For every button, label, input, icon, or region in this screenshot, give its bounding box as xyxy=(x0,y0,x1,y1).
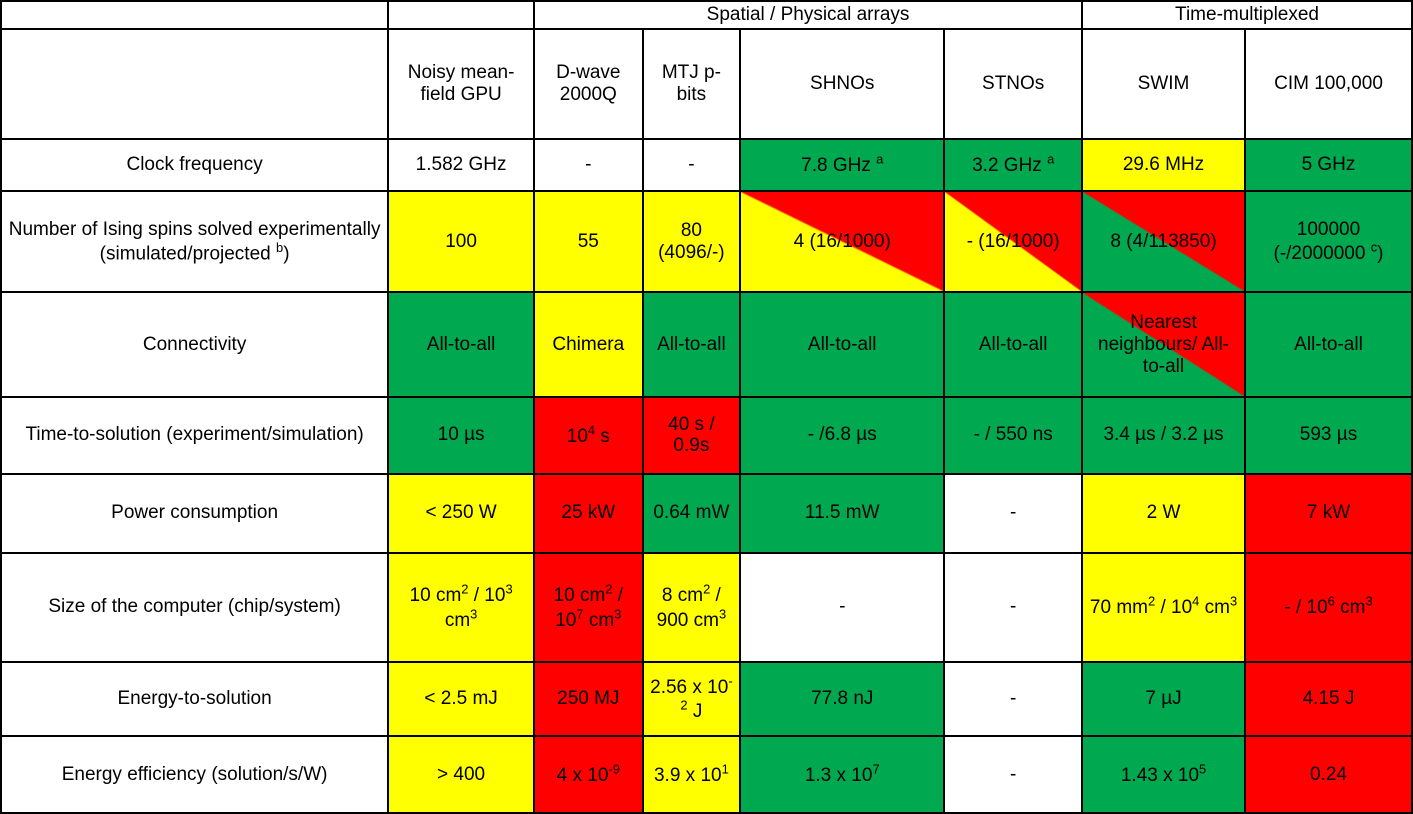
table-row xyxy=(1,139,1412,192)
column-header-d-wave-2000q: D-wave 2000Q xyxy=(534,29,643,139)
cell-shnos: - /6.8 µs xyxy=(740,397,944,474)
cell-mtj-p-bits: - xyxy=(643,139,741,192)
table-row xyxy=(1,397,1412,474)
cell-mtj-p-bits: 2.56 x $10^{-2}$ J xyxy=(643,662,741,736)
table-row xyxy=(1,292,1412,397)
cell-swim: 29.6 MHz xyxy=(1082,139,1245,192)
row-header: Power consumption xyxy=(1,474,388,553)
cell-noisy-mean-field-gpu: < 2.5 mJ xyxy=(388,662,534,736)
cell-shnos: 7.8 GHz $^a$ xyxy=(740,139,944,192)
column-header-swim: SWIM xyxy=(1082,29,1245,139)
row-header: Connectivity xyxy=(1,292,388,397)
table-row xyxy=(1,736,1412,813)
cell-stnos: - (16/1000) xyxy=(944,191,1082,292)
cell-mtj-p-bits: 0.64 mW xyxy=(643,474,741,553)
table-row xyxy=(1,662,1412,736)
cell-noisy-mean-field-gpu: All-to-all xyxy=(388,292,534,397)
cell-shnos: 4 (16/1000) xyxy=(740,191,944,292)
group-header-blank-1 xyxy=(1,1,388,29)
cell-stnos: - xyxy=(944,736,1082,813)
cell-stnos: 3.2 GHz $^a$ xyxy=(944,139,1082,192)
cell-swim: 1.43 x $10^5$ xyxy=(1082,736,1245,813)
cell-d-wave-2000q: $10^4$ s xyxy=(534,397,643,474)
table-body xyxy=(1,139,1412,813)
cell-noisy-mean-field-gpu: > 400 xyxy=(388,736,534,813)
cell-noisy-mean-field-gpu: 100 xyxy=(388,191,534,292)
cell-d-wave-2000q: 25 kW xyxy=(534,474,643,553)
cell-stnos: - xyxy=(944,474,1082,553)
cell-d-wave-2000q: 250 MJ xyxy=(534,662,643,736)
row-header: Energy-to-solution xyxy=(1,662,388,736)
table-row xyxy=(1,191,1412,292)
cell-cim-100000: 100000 (-/2000000 $^c$) xyxy=(1245,191,1412,292)
cell-cim-100000: 0.24 xyxy=(1245,736,1412,813)
column-header-mtj-p-bits: MTJ p-bits xyxy=(643,29,741,139)
cell-stnos: All-to-all xyxy=(944,292,1082,397)
cell-shnos: 11.5 mW xyxy=(740,474,944,553)
cell-cim-100000: All-to-all xyxy=(1245,292,1412,397)
cell-cim-100000: - / $10^6$ $cm^3$ xyxy=(1245,553,1412,662)
cell-mtj-p-bits: 3.9 x $10^1$ xyxy=(643,736,741,813)
row-header: Size of the computer (chip/system) xyxy=(1,553,388,662)
cell-swim: 8 (4/113850) xyxy=(1082,191,1245,292)
column-header-noisy-mean-field-gpu: Noisy mean-field GPU xyxy=(388,29,534,139)
cell-shnos: 1.3 x $10^7$ xyxy=(740,736,944,813)
cell-cim-100000: 593 µs xyxy=(1245,397,1412,474)
column-header-cim-100000: CIM 100,000 xyxy=(1245,29,1412,139)
row-header: Time-to-solution (experiment/simulation) xyxy=(1,397,388,474)
group-header-blank-2 xyxy=(388,1,534,29)
cell-d-wave-2000q: - xyxy=(534,139,643,192)
table-row xyxy=(1,474,1412,553)
cell-cim-100000: 5 GHz xyxy=(1245,139,1412,192)
row-header: Energy efficiency (solution/s/W) xyxy=(1,736,388,813)
cell-d-wave-2000q: 10 $cm^2 / 10^7$ $cm^3$ xyxy=(534,553,643,662)
group-header-time-multiplexed: Time-multiplexed xyxy=(1082,1,1412,29)
cell-mtj-p-bits: 80 (4096/-) xyxy=(643,191,741,292)
cell-swim: Nearest neighbours/ All-to-all xyxy=(1082,292,1245,397)
cell-noisy-mean-field-gpu: 10 µs xyxy=(388,397,534,474)
cell-stnos: - / 550 ns xyxy=(944,397,1082,474)
cell-cim-100000: 4.15 J xyxy=(1245,662,1412,736)
cell-d-wave-2000q: 55 xyxy=(534,191,643,292)
column-header-shnos: SHNOs xyxy=(740,29,944,139)
cell-swim: 3.4 µs / 3.2 µs xyxy=(1082,397,1245,474)
cell-swim: 2 W xyxy=(1082,474,1245,553)
cell-noisy-mean-field-gpu: 10 $cm^2 / 10^3$ $cm^3$ xyxy=(388,553,534,662)
cell-cim-100000: 7 kW xyxy=(1245,474,1412,553)
cell-noisy-mean-field-gpu: 1.582 GHz xyxy=(388,139,534,192)
column-header-blank xyxy=(1,29,388,139)
column-header-stnos: STNOs xyxy=(944,29,1082,139)
cell-d-wave-2000q: 4 x $10^{-9}$ xyxy=(534,736,643,813)
group-header-row xyxy=(1,1,1412,29)
cell-swim: 70 $mm^2 / 10^4$ $cm^3$ xyxy=(1082,553,1245,662)
cell-mtj-p-bits: 8 $cm^2 / 900$ $cm^3$ xyxy=(643,553,741,662)
row-header: Number of Ising spins solved experimentally (simulated/projected $^b$) xyxy=(1,191,388,292)
cell-shnos: 77.8 nJ xyxy=(740,662,944,736)
cell-shnos: All-to-all xyxy=(740,292,944,397)
cell-noisy-mean-field-gpu: < 250 W xyxy=(388,474,534,553)
cell-stnos: - xyxy=(944,553,1082,662)
cell-shnos: - xyxy=(740,553,944,662)
group-header-spatial: Spatial / Physical arrays xyxy=(534,1,1082,29)
cell-mtj-p-bits: All-to-all xyxy=(643,292,741,397)
cell-swim: 7 µJ xyxy=(1082,662,1245,736)
column-header-row xyxy=(1,29,1412,139)
cell-stnos: - xyxy=(944,662,1082,736)
cell-mtj-p-bits: 40 s / 0.9s xyxy=(643,397,741,474)
cell-d-wave-2000q: Chimera xyxy=(534,292,643,397)
table-row xyxy=(1,553,1412,662)
row-header: Clock frequency xyxy=(1,139,388,192)
